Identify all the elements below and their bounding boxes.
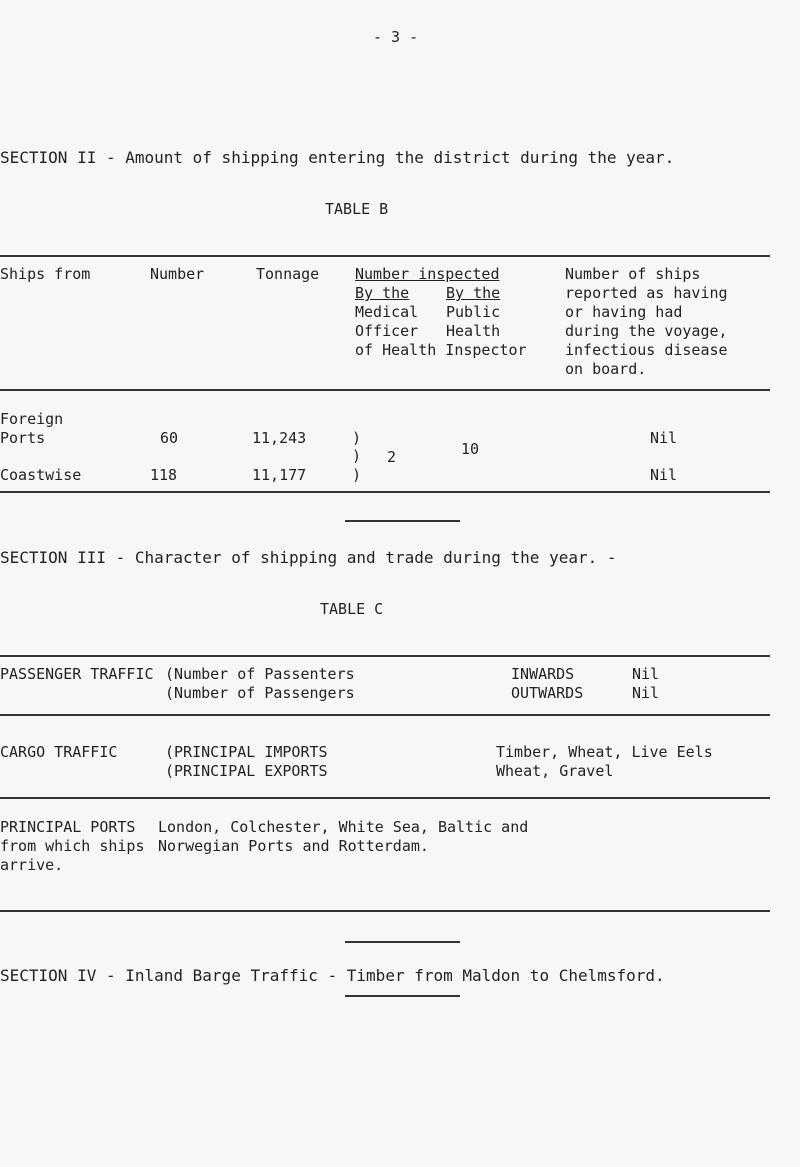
row-coastwise-number: 118: [150, 466, 178, 484]
header-reported-5: infectious disease: [565, 341, 728, 359]
ports-label-3: arrive.: [0, 856, 64, 874]
inspected-public-health: 10: [461, 440, 480, 458]
header-health: Health: [446, 322, 501, 340]
header-by-mo: By the: [355, 284, 410, 302]
header-reported-4: during the voyage,: [565, 322, 728, 340]
cargo-exports-label: (PRINCIPAL EXPORTS: [165, 762, 328, 780]
passenger-outwards: OUTWARDS: [511, 684, 584, 702]
divider: [345, 995, 460, 997]
table-b-top-rule: [0, 255, 770, 257]
header-of-health-inspector: of Health Inspector: [355, 341, 527, 359]
header-tonnage: Tonnage: [256, 265, 320, 283]
ports-bottom-rule: [0, 910, 770, 912]
header-number: Number: [150, 265, 205, 283]
row-foreign-label-1: Foreign: [0, 410, 64, 428]
cargo-traffic-label: CARGO TRAFFIC: [0, 743, 118, 761]
passenger-top-rule: [0, 655, 770, 657]
row-coastwise-label: Coastwise: [0, 466, 82, 484]
row-foreign-number: 60: [160, 429, 179, 447]
row-foreign-disease: Nil: [650, 429, 678, 447]
page-number: - 3 -: [373, 28, 419, 46]
header-by-ph: By the: [446, 284, 501, 302]
row-coastwise-tonnage: 11,177: [252, 466, 307, 484]
header-ships-from: Ships from: [0, 265, 91, 283]
cargo-bottom-rule: [0, 797, 770, 799]
divider: [345, 520, 460, 522]
passenger-line-1: (Number of Passenters: [165, 665, 355, 683]
table-b-header-rule: [0, 389, 770, 391]
header-reported-1: Number of ships: [565, 265, 701, 283]
ports-label-1: PRINCIPAL PORTS: [0, 818, 136, 836]
bracket-top: ): [352, 429, 362, 447]
row-foreign-tonnage: 11,243: [252, 429, 307, 447]
cargo-imports-label: (PRINCIPAL IMPORTS: [165, 743, 328, 761]
passenger-traffic-label: PASSENGER TRAFFIC: [0, 665, 154, 683]
header-medical: Medical: [355, 303, 419, 321]
bracket-bottom: ): [352, 466, 362, 484]
cargo-imports-value: Timber, Wheat, Live Eels: [496, 743, 713, 761]
bracket-mid: ): [352, 447, 362, 465]
section-4-title: SECTION IV - Inland Barge Traffic - Timber from Maldon to Chelmsford.: [0, 966, 665, 985]
section-2-title: SECTION II - Amount of shipping entering the district during the year.: [0, 148, 675, 167]
header-reported-3: or having had: [565, 303, 683, 321]
inspected-medical-officer: 2: [387, 448, 397, 466]
header-number-inspected: Number inspected: [355, 265, 500, 283]
ports-text-2: Norwegian Ports and Rotterdam.: [158, 837, 429, 855]
header-reported-6: on board.: [565, 360, 647, 378]
passenger-inwards-value: Nil: [632, 665, 660, 683]
header-reported-2: reported as having: [565, 284, 728, 302]
cargo-exports-value: Wheat, Gravel: [496, 762, 614, 780]
table-b-bottom-rule: [0, 491, 770, 493]
ports-text-1: London, Colchester, White Sea, Baltic and: [158, 818, 529, 836]
header-public: Public: [446, 303, 501, 321]
header-officer: Officer: [355, 322, 419, 340]
passenger-bottom-rule: [0, 714, 770, 716]
passenger-outwards-value: Nil: [632, 684, 660, 702]
passenger-inwards: INWARDS: [511, 665, 575, 683]
row-foreign-label-2: Ports: [0, 429, 46, 447]
table-b-label: TABLE B: [325, 200, 389, 218]
table-c-label: TABLE C: [320, 600, 384, 618]
divider: [345, 941, 460, 943]
row-coastwise-disease: Nil: [650, 466, 678, 484]
section-3-title: SECTION III - Character of shipping and trade during the year. -: [0, 548, 617, 567]
ports-label-2: from which ships: [0, 837, 145, 855]
passenger-line-2: (Number of Passengers: [165, 684, 355, 702]
